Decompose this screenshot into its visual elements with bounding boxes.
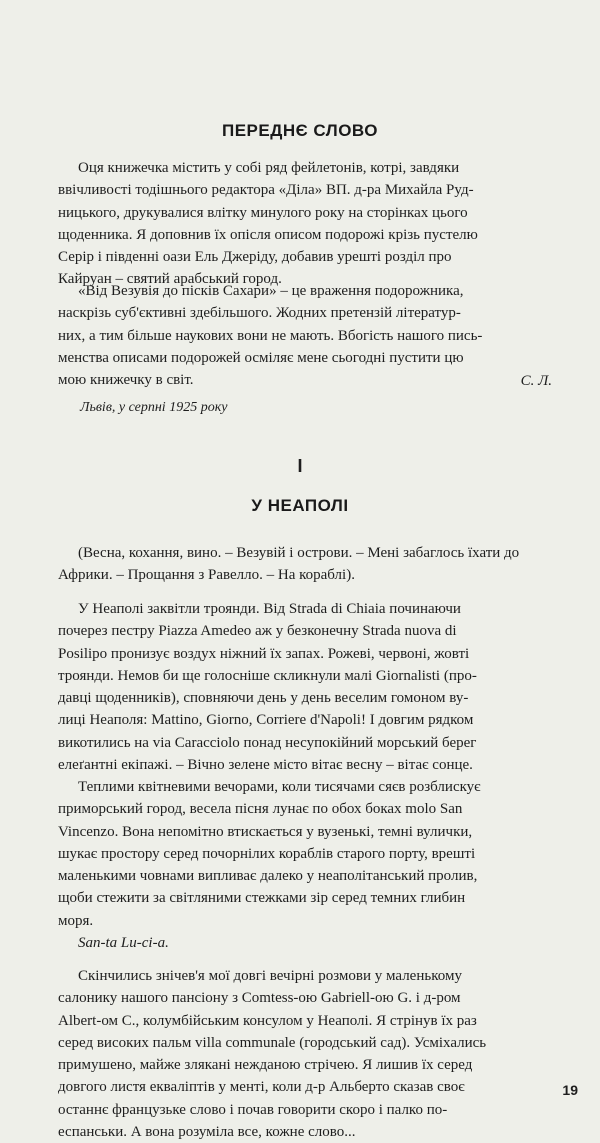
- text-line: елеґантні екіпажі. – Вічно зелене місто вітає весну – вітає сонце.: [58, 757, 473, 774]
- text-line: Vincenzo. Вона непомітно втискається у вузенькі, темні вулички,: [58, 823, 473, 840]
- text-line: ввічливості тодішнього редактора «Діла» ВП. д-ра Михайла Руд-: [58, 182, 474, 199]
- text-line: У Неаполі заквітли троянди. Від Strada di Chiaia починаючи: [78, 601, 461, 617]
- text-line: менства описами подорожей осміляє мене сьогодні пустити цю: [58, 349, 464, 366]
- text-line: них, а тим більше наукових вони не мають. Вбогість нашого пись-: [58, 327, 483, 344]
- text-line: еспанськи. А вона розуміла все, кожне слово...: [58, 1124, 356, 1141]
- chapter-number: I: [297, 456, 303, 476]
- text-line: Оця книжечка містить у собі ряд фейлетонів, котрі, завдяки: [78, 160, 460, 176]
- text-line: довгого листя екваліптів у менті, коли д-р Альберто сказав своє: [58, 1079, 465, 1096]
- text-line: мою книжечку в світ.: [58, 372, 194, 389]
- preface-paragraph-1: [58, 157, 554, 291]
- text-line: Теплими квітневими вечорами, коли тисячами сяєв розблискує: [78, 779, 481, 795]
- page-number: 19: [562, 1082, 578, 1098]
- text-line: моря.: [58, 912, 94, 929]
- chapter-summary: [58, 542, 554, 587]
- text-line: Скінчились знічев'я мої довгі вечірні розмови у маленькому: [78, 968, 462, 984]
- text-line: салонику нашого пансіону з Comtess-ою Gabriell-ою G. і д-ром: [58, 990, 461, 1007]
- chapter-paragraph-3: [58, 932, 554, 954]
- text-line: Африки. – Прощання з Равелло. – На кораблі).: [58, 567, 355, 584]
- preface-heading: ПЕРЕДНЄ СЛОВО: [221, 121, 379, 140]
- text-line: примушено, майже злякані нежданою стрічею. Я лишив їх серед: [58, 1057, 473, 1074]
- preface-place-date: Львів, у серпні 1925 року: [80, 400, 228, 415]
- text-line: лиці Неаполя: Mattino, Giorno, Corriere d'Napoli! І довгим рядком: [58, 712, 474, 729]
- text-line: (Весна, кохання, вино. – Везувій і острови. – Мені забаглось їхати до: [78, 545, 520, 561]
- chapter-title: У НЕАПОЛІ: [251, 496, 349, 515]
- chapter-paragraph-1: [58, 598, 554, 776]
- text-line: щоденника. Я доповнив їх опісля описом подорожі крізь пустелю: [58, 226, 478, 243]
- chapter-paragraph-4: [58, 965, 554, 1143]
- text-line: щоби стежити за світляними стежками зір серед темних глибин: [58, 890, 466, 907]
- text-line: San-ta Lu-ci-a.: [78, 935, 169, 951]
- text-line: Кайруан – святий арабський город.: [58, 271, 282, 288]
- text-line: приморський город, весела пісня лунає по обох боках molo San: [58, 801, 463, 818]
- text-line: маленькими човнами випливає далеко у неаполітанський пролив,: [58, 868, 478, 885]
- text-line: троянди. Немов би ще голосніше скликнули малі Giornalisti (про-: [58, 667, 477, 684]
- text-line: ницького, друкувалися влітку минулого року на сторінках цього: [58, 204, 468, 221]
- chapter-paragraph-2: [58, 776, 554, 932]
- text-line: «Від Везувія до пісків Сахари» – це враження подорожника,: [78, 283, 464, 299]
- text-line: серед високих пальм villa communale (городський сад). Усміхались: [58, 1034, 487, 1051]
- text-line: викотились на via Caracciolo понад несупокійний морський берег: [58, 734, 477, 751]
- text-line: Серір і південні оази Ель Джеріду, добавив урешті розділ про: [58, 249, 452, 266]
- text-line: шукає простору серед почорнілих кораблів старого порту, врешті: [58, 845, 476, 862]
- text-line: останнє французьке слово і почав говорити скоро і палко по-: [58, 1101, 448, 1118]
- text-line: Albert-ом C., колумбійським консулом у Неаполі. Я стрінув їх раз: [58, 1012, 477, 1029]
- text-line: наскрізь суб'єктивні здебільшого. Жодних претензій літератур-: [58, 305, 461, 322]
- text-line: Posilipo пронизує воздух ніжний їх запах. Рожеві, червоні, жовті: [58, 645, 470, 662]
- preface-paragraph-2: [58, 280, 554, 391]
- preface-signature: С. Л.: [520, 373, 552, 389]
- text-line: почерез пестру Piazza Amedeo аж у безконечну Strada nuova di: [58, 623, 457, 640]
- text-line: давці щоденників), сповняючи день у день веселим гомоном ву-: [58, 690, 469, 707]
